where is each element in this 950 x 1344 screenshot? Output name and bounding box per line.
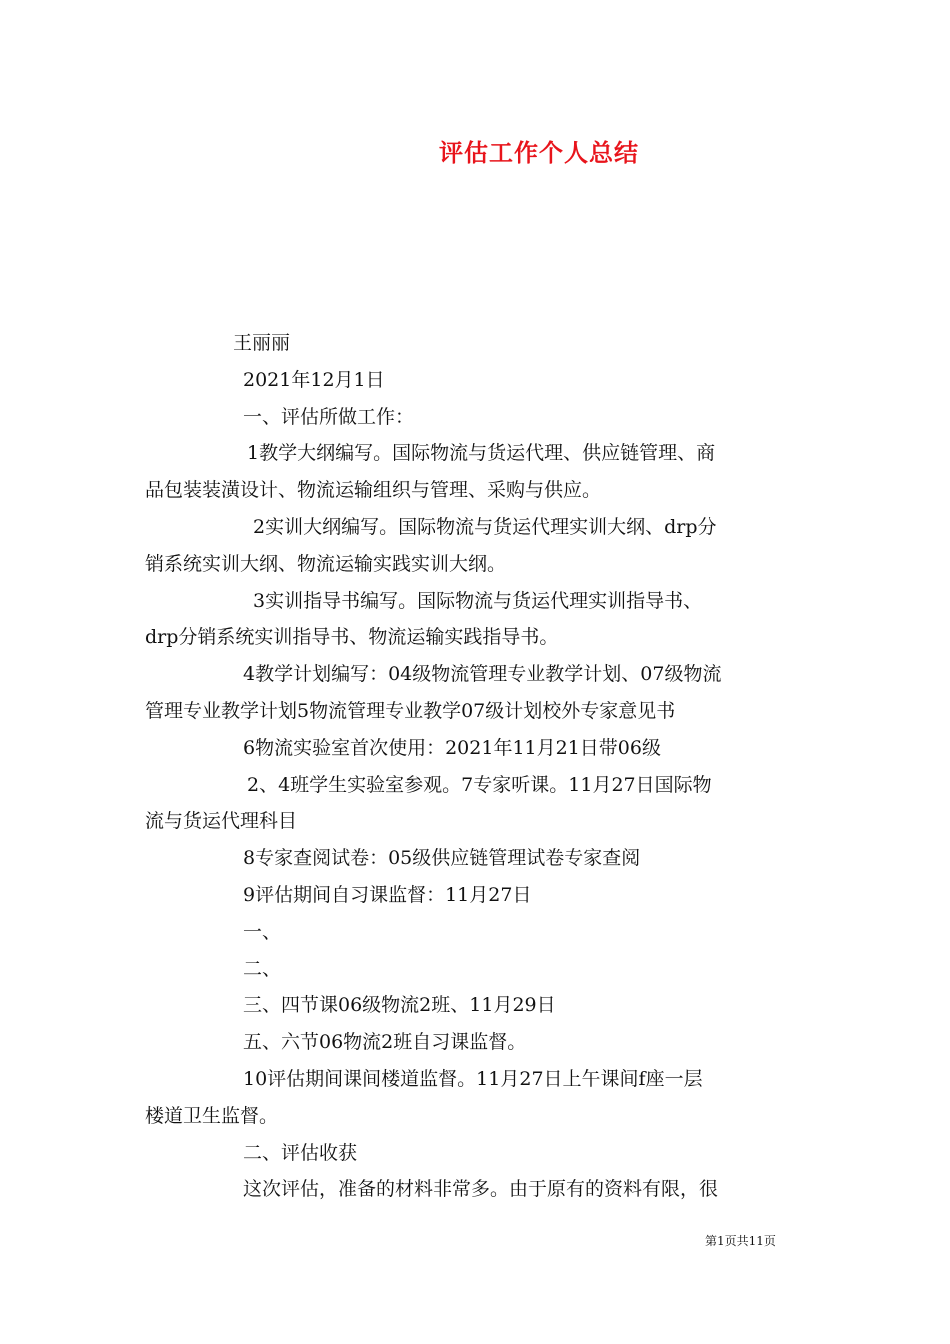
paragraph-line: 五、六节06物流2班自习课监督。 [243, 1031, 527, 1054]
paragraph-line: 6物流实验室首次使用：2021年11月21日带06级 [243, 736, 661, 759]
paragraph-line: 一、 [243, 920, 282, 943]
paragraph-line: 品包装装潢设计、物流运输组织与管理、采购与供应。 [145, 479, 602, 502]
date-line: 2021年12月1日 [243, 368, 385, 391]
paragraph-line: 楼道卫生监督。 [145, 1104, 279, 1127]
paragraph-line: 三、四节课06级物流2班、11月29日 [243, 994, 556, 1017]
paragraph-line: 销系统实训大纲、物流运输实践实训大纲。 [145, 552, 507, 575]
author-line: 王丽丽 [233, 332, 291, 354]
paragraph-line: 1教学大纲编写。国际物流与货运代理、供应链管理、商 [247, 442, 716, 465]
document-body [145, 325, 810, 1208]
paragraph-line: 4教学计划编写：04级物流管理专业教学计划、07级物流 [243, 663, 722, 686]
paragraph-line: 8专家查阅试卷：05级供应链管理试卷专家查阅 [243, 847, 641, 870]
paragraph-line: 9评估期间自习课监督：11月27日 [243, 883, 532, 906]
section-heading: 一、评估所做工作： [243, 405, 415, 428]
paragraph-line: drp分销系统实训指导书、物流运输实践指导书。 [145, 626, 559, 649]
paragraph-line: 这次评估，准备的材料非常多。由于原有的资料有限，很 [243, 1178, 719, 1201]
paragraph-line: 2、4班学生实验室参观。7专家听课。11月27日国际物 [247, 773, 712, 796]
paragraph-line: 10评估期间课间楼道监督。11月27日上午课间f座一层 [243, 1067, 703, 1090]
paragraph-line: 3实训指导书编写。国际物流与货运代理实训指导书、 [253, 589, 703, 612]
paragraph-line: 管理专业教学计划5物流管理专业教学07级计划校外专家意见书 [145, 699, 676, 722]
page-footer: 第1页共11页 [705, 1234, 776, 1248]
document-title: 评估工作个人总结 [439, 138, 639, 167]
paragraph-line: 二、 [243, 957, 282, 980]
paragraph-line: 流与货运代理科目 [145, 810, 298, 833]
paragraph-line: 2实训大纲编写。国际物流与货运代理实训大纲、drp分 [253, 515, 717, 538]
section-heading: 二、评估收获 [243, 1141, 358, 1164]
